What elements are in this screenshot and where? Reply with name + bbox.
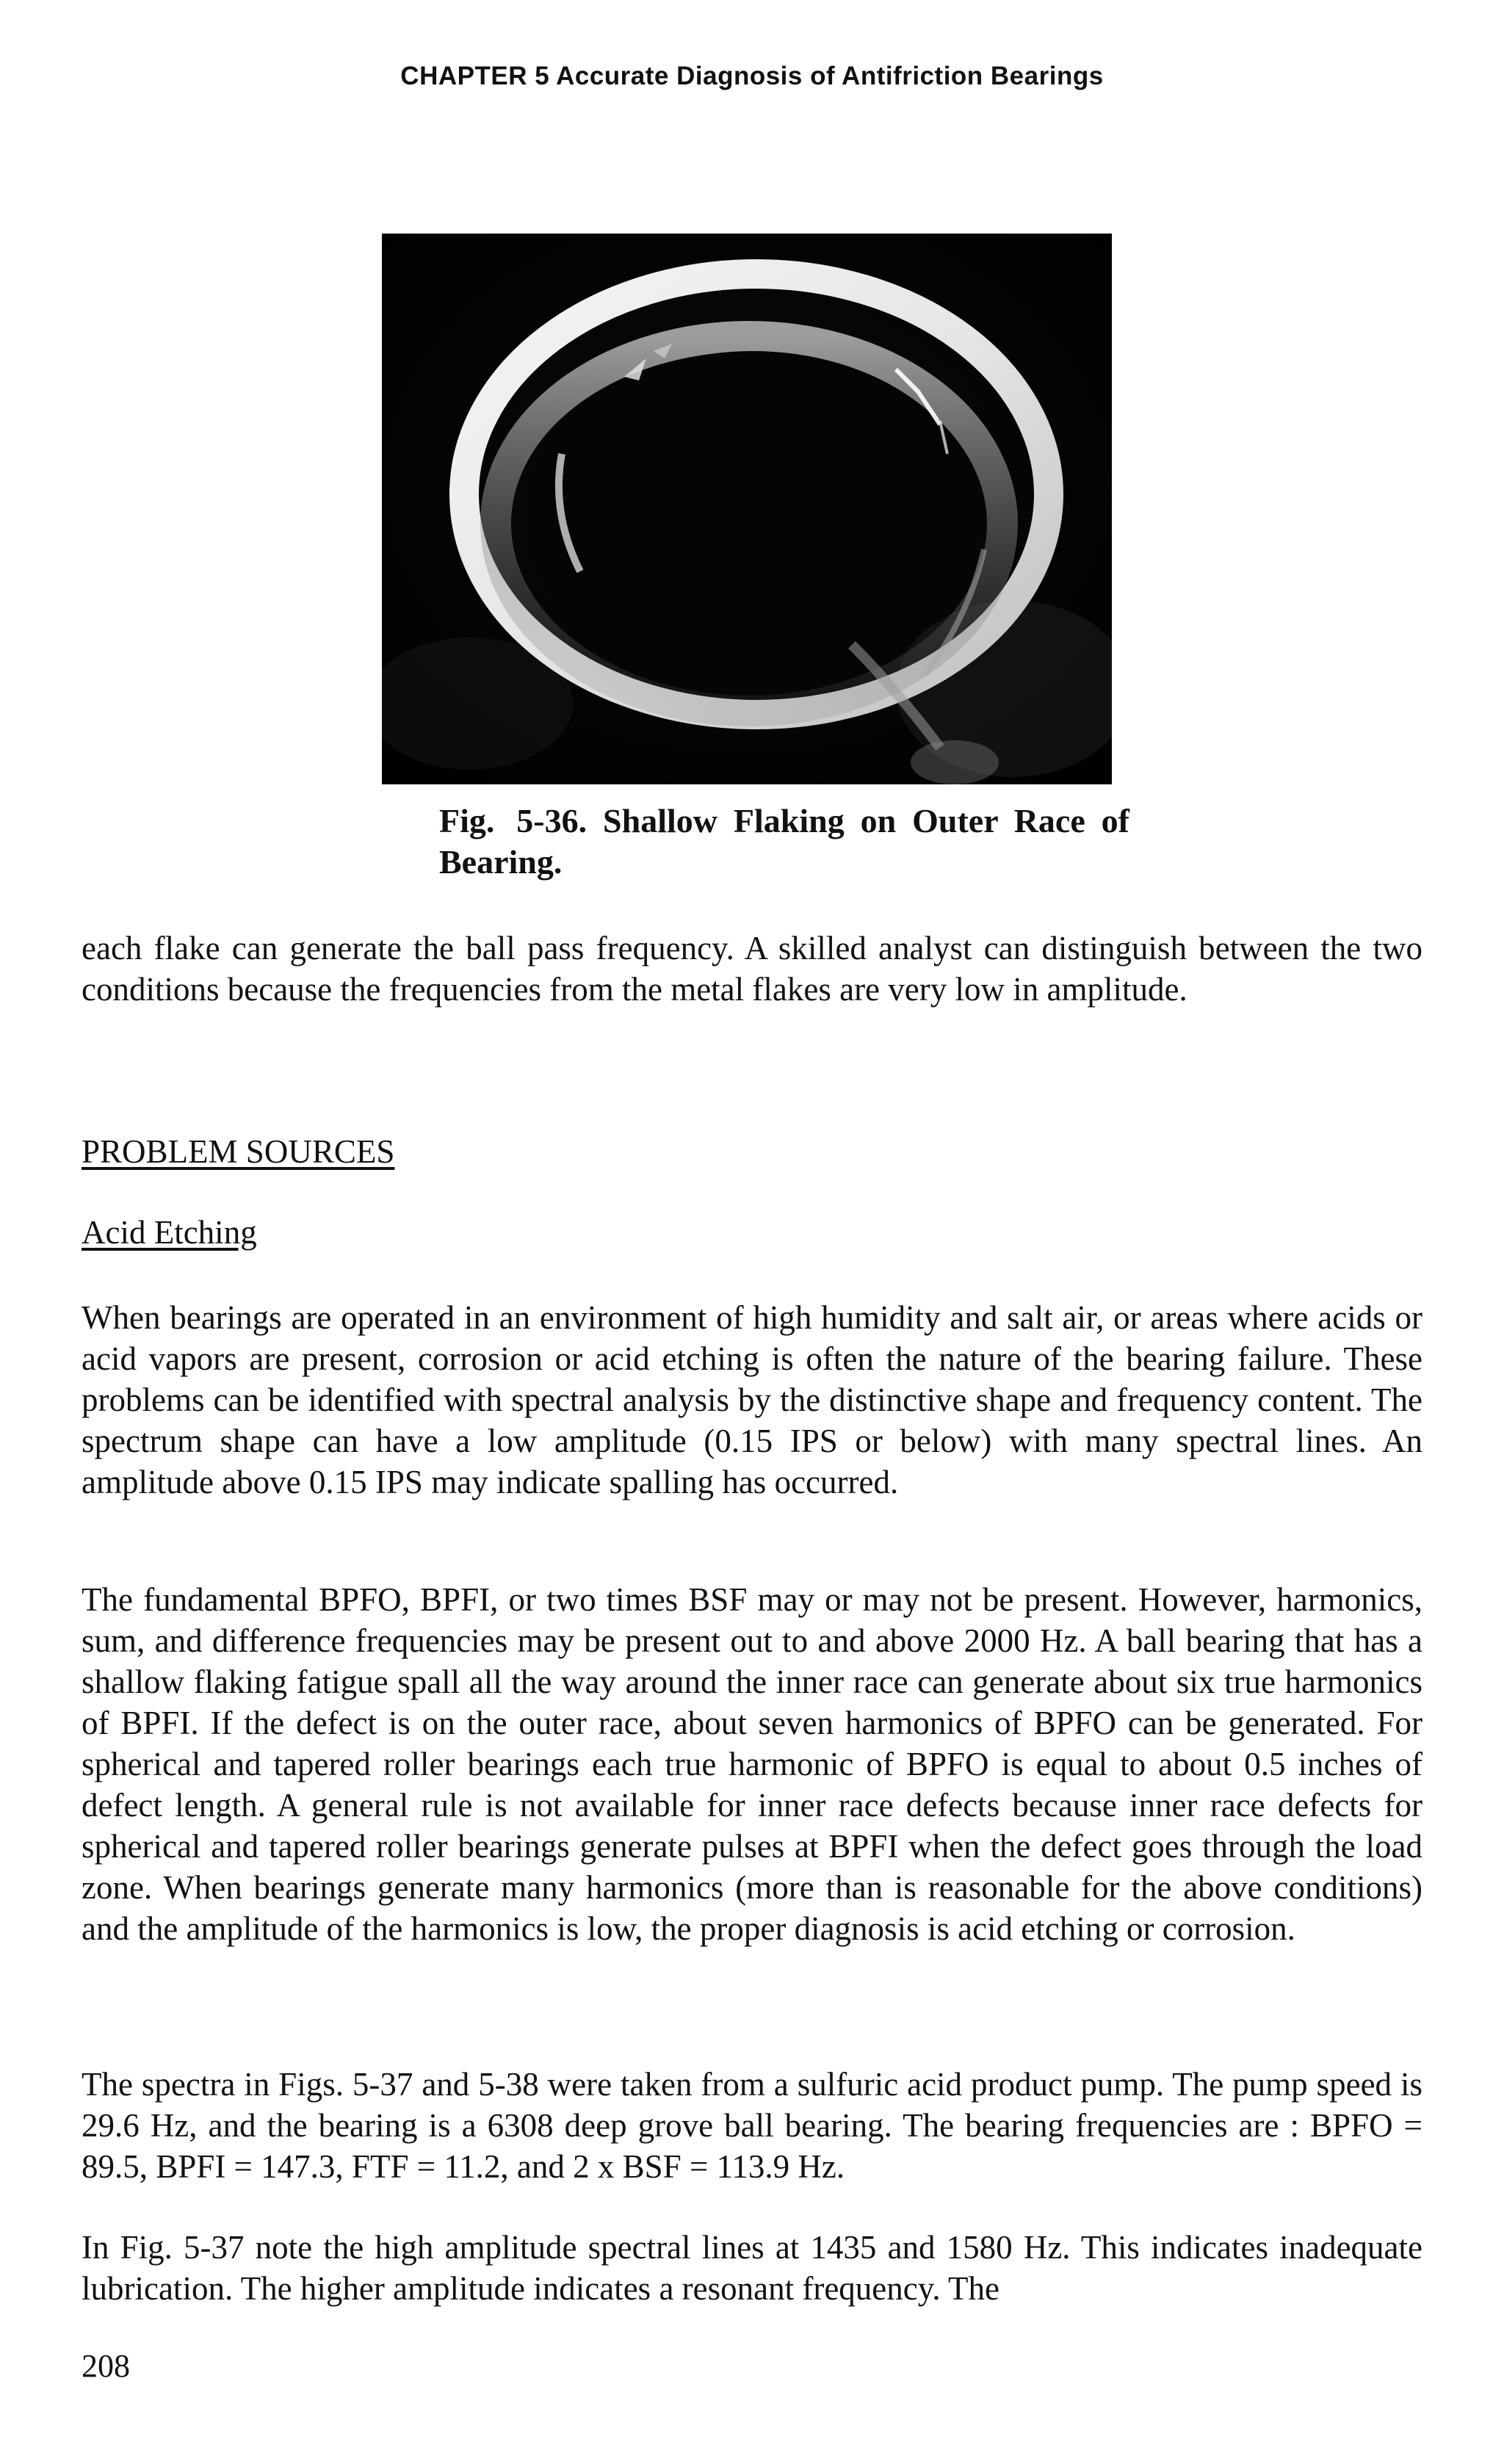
paragraph-continued: each flake can generate the ball pass frequency. A skilled analyst can distinguish between the two conditions because the frequencies from the metal flakes are very low in amplitude. [82, 930, 1422, 1008]
bearing-outer-race-image [382, 234, 1112, 784]
figure-label: Fig. 5-36. [439, 802, 588, 839]
bearing-photo [382, 234, 1112, 784]
paragraph-harmonics: The fundamental BPFO, BPFI, or two times BSF may or may not be present. However, harmonics, sum, and difference frequencies may be present out to and above 2000 Hz. A ball bearing that has a shallow flaking fatigue spall all the way around the inner race can generate about six true harmonics of BPFI. If the defect is on the outer race, about seven harmonics of BPFO can be generated. For spherical and tapered roller bearings each true harmonic of BPFO is equal to about 0.5 inches of defect length. A general rule is not available for inner race defects because inner race defects for spherical and tapered roller bearings generate pulses at BPFI when the defect goes through the load zone. When bearings generate many harmonics (more than is reasonable for the above conditions) and the amplitude of the harmonics is low, the proper diagnosis is acid etching or corrosion. [82, 1581, 1422, 1947]
chapter-header: CHAPTER 5 Accurate Diagnosis of Antifriction Bearings [400, 62, 1104, 90]
section-heading: PROBLEM SOURCES [82, 1133, 395, 1170]
figure-caption [439, 801, 1129, 883]
paragraph-acid-etching: When bearings are operated in an environment of high humidity and salt air, or areas where acids or acid vapors are present, corrosion or acid etching is often the nature of the bearing failure. These problems can be identified with spectral analysis by the distinctive shape and frequency content. The spectrum shape can have a low amplitude (0.15 IPS or below) with many spectral lines. An amplitude above 0.15 IPS may indicate spalling has occurred. [82, 1299, 1422, 1500]
page-number: 208 [82, 2348, 130, 2384]
subsection-heading: Acid Etching [82, 1214, 257, 1251]
paragraph-fig-5-37: In Fig. 5-37 note the high amplitude spectral lines at 1435 and 1580 Hz. This indicates inadequate lubrication. The higher amplitude indicates a resonant frequency. The [82, 2229, 1422, 2307]
paragraph-spectra: The spectra in Figs. 5-37 and 5-38 were taken from a sulfuric acid product pump. The pump speed is 29.6 Hz, and the bearing is a 6308 deep grove ball bearing. The bearing frequencies are : BPFO = 89.5, BPFI = 147.3, FTF = 11.2, and 2 x BSF = 113.9 Hz. [82, 2066, 1422, 2185]
figure-caption-text: Shallow Flaking on Outer Race of Bearing. [439, 802, 1129, 881]
